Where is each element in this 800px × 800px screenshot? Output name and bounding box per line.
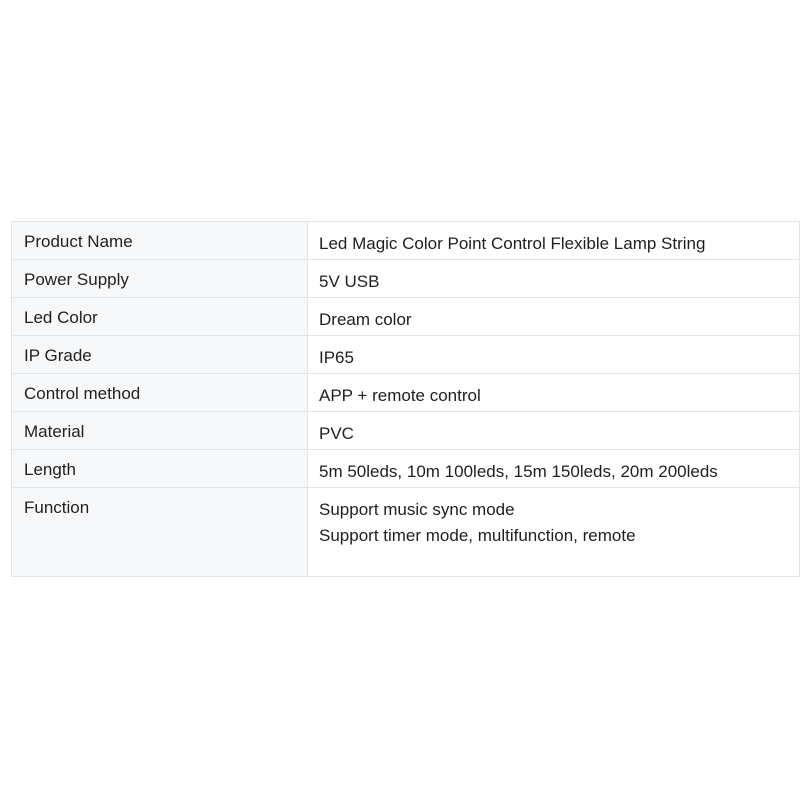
table-row-material — [12, 412, 800, 450]
row-value — [308, 450, 800, 488]
table-row-led-color — [12, 298, 800, 336]
value-line: 5m 50leds, 10m 100leds, 15m 150leds, 20m 200leds — [319, 462, 718, 481]
row-label: Length — [12, 450, 308, 488]
row-label: Power Supply — [12, 260, 308, 298]
row-value — [308, 222, 800, 260]
table-row-control-method — [12, 374, 800, 412]
value-line: IP65 — [319, 348, 354, 367]
table-row-ip-grade — [12, 336, 800, 374]
row-label: Function — [12, 488, 308, 577]
table-row-product-name — [12, 222, 800, 260]
row-value — [308, 260, 800, 298]
table-row-length — [12, 450, 800, 488]
row-label: Control method — [12, 374, 308, 412]
value-line: Dream color — [319, 310, 412, 329]
value-line: Support music sync mode — [319, 500, 515, 519]
product-spec-table — [11, 221, 800, 577]
row-label: Led Color — [12, 298, 308, 336]
row-label: IP Grade — [12, 336, 308, 374]
row-label: Material — [12, 412, 308, 450]
row-value — [308, 488, 800, 577]
value-line: APP + remote control — [319, 386, 481, 405]
table-row-power-supply — [12, 260, 800, 298]
row-value — [308, 412, 800, 450]
row-value — [308, 374, 800, 412]
value-line: Led Magic Color Point Control Flexible Lamp String — [319, 234, 706, 253]
value-line: 5V USB — [319, 272, 380, 291]
row-label: Product Name — [12, 222, 308, 260]
value-line: PVC — [319, 424, 354, 443]
table-row-function — [12, 488, 800, 577]
value-line: Support timer mode, multifunction, remote — [319, 526, 636, 545]
row-value — [308, 336, 800, 374]
row-value — [308, 298, 800, 336]
